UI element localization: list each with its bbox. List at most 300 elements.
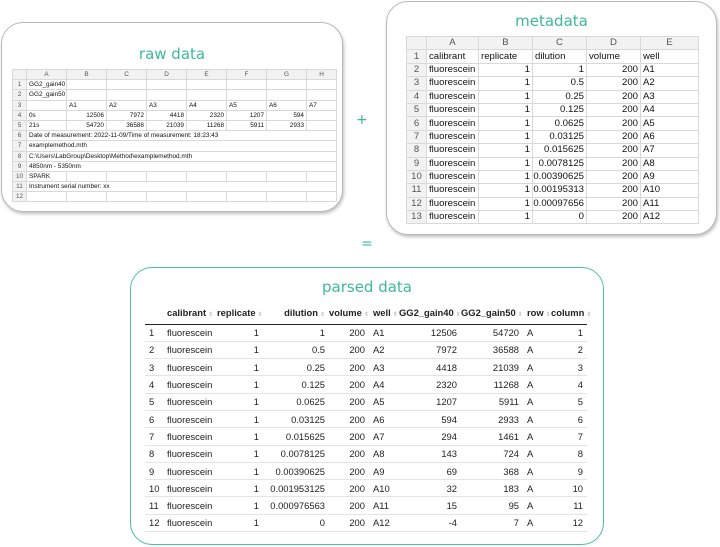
metadata-row-number: 1 <box>407 50 427 63</box>
sort-icon[interactable]: ⇕ <box>208 312 214 319</box>
metadata-cell: volume <box>587 50 641 63</box>
parsed-cell: fluorescein <box>163 462 217 479</box>
raw-cell: A2 <box>107 100 147 110</box>
raw-col-header: C <box>107 70 147 80</box>
parsed-cell: 0.03125 <box>263 410 329 427</box>
raw-cell: 2933 <box>267 120 307 130</box>
parsed-cell: 0.0078125 <box>263 445 329 462</box>
parsed-column-header[interactable] <box>163 302 217 324</box>
parsed-cell: 1 <box>217 462 263 479</box>
raw-row-number: 4 <box>13 110 27 120</box>
parsed-cell: 0.25 <box>263 359 329 376</box>
raw-cell: 12506 <box>67 110 107 120</box>
raw-cell <box>187 192 227 202</box>
metadata-col-header <box>407 37 427 50</box>
parsed-cell: A1 <box>369 324 399 341</box>
parsed-cell: 54720 <box>461 324 523 341</box>
raw-data-panel <box>1 22 343 212</box>
parsed-column-label: GG2_gain40 <box>399 307 454 319</box>
parsed-cell: A2 <box>369 341 399 358</box>
raw-cell: 4850nm - 5350nm <box>27 161 337 171</box>
parsed-cell: 200 <box>329 428 369 445</box>
metadata-row-number: 6 <box>407 117 427 130</box>
raw-cell: 0s <box>27 110 67 120</box>
metadata-cell: 200 <box>587 130 641 143</box>
parsed-cell: A <box>523 359 551 376</box>
parsed-column-label: GG2_gain50 <box>461 307 516 319</box>
metadata-sheet-row <box>407 130 699 143</box>
metadata-row-number: 4 <box>407 90 427 103</box>
parsed-cell: A7 <box>369 428 399 445</box>
metadata-sheet-row <box>407 63 699 76</box>
parsed-cell: 5911 <box>461 393 523 410</box>
raw-cell <box>187 171 227 181</box>
raw-cell <box>307 192 337 202</box>
metadata-cell: A6 <box>641 130 699 143</box>
parsed-cell: fluorescein <box>163 393 217 410</box>
raw-cell: SPARK <box>27 171 67 181</box>
raw-cell <box>147 80 187 90</box>
parsed-cell: A <box>523 445 551 462</box>
raw-cell: 1207 <box>227 110 267 120</box>
parsed-cell: 0.5 <box>263 341 329 358</box>
parsed-cell: 3 <box>551 359 587 376</box>
raw-cell: A6 <box>267 100 307 110</box>
raw-col-header: B <box>67 70 107 80</box>
metadata-row-number: 7 <box>407 130 427 143</box>
raw-cell: 4418 <box>147 110 187 120</box>
parsed-column-header[interactable] <box>263 302 329 324</box>
metadata-cell: 0 <box>533 211 587 224</box>
parsed-column-header[interactable] <box>329 302 369 324</box>
parsed-data-table <box>145 302 592 532</box>
raw-cell <box>147 171 187 181</box>
parsed-cell: 1207 <box>399 393 461 410</box>
sort-icon[interactable]: ⇕ <box>257 312 263 319</box>
raw-row-number: 12 <box>13 192 27 202</box>
parsed-cell: fluorescein <box>163 359 217 376</box>
parsed-cell: -4 <box>399 514 461 531</box>
metadata-cell: 0.25 <box>533 90 587 103</box>
parsed-row-index: 3 <box>145 359 163 376</box>
metadata-cell: fluorescein <box>427 170 479 183</box>
metadata-cell: 200 <box>587 197 641 210</box>
parsed-column-label: dilution <box>284 307 318 319</box>
metadata-sheet-row <box>407 103 699 116</box>
parsed-cell: 200 <box>329 393 369 410</box>
metadata-cell: 0.0078125 <box>533 157 587 170</box>
metadata-cell: A3 <box>641 90 699 103</box>
metadata-cell: fluorescein <box>427 90 479 103</box>
plus-operator: + <box>356 112 368 128</box>
parsed-column-label: well <box>373 307 391 319</box>
raw-sheet-row <box>13 151 337 161</box>
parsed-cell: fluorescein <box>163 410 217 427</box>
sort-icon[interactable]: ⇕ <box>319 312 325 319</box>
metadata-header-row <box>407 37 699 50</box>
parsed-data-panel <box>130 267 604 545</box>
parsed-cell: fluorescein <box>163 428 217 445</box>
parsed-row-index: 1 <box>145 324 163 341</box>
metadata-cell: 1 <box>479 184 533 197</box>
parsed-cell: 724 <box>461 445 523 462</box>
raw-cell <box>107 80 147 90</box>
raw-cell <box>307 110 337 120</box>
raw-cell <box>267 90 307 100</box>
parsed-cell: A <box>523 341 551 358</box>
raw-row-number: 6 <box>13 131 27 141</box>
parsed-row-index: 9 <box>145 462 163 479</box>
metadata-cell: fluorescein <box>427 77 479 90</box>
metadata-row-number: 10 <box>407 170 427 183</box>
parsed-cell: A12 <box>369 514 399 531</box>
parsed-column-header[interactable] <box>399 302 461 324</box>
raw-cell <box>267 192 307 202</box>
raw-cell: 11268 <box>187 120 227 130</box>
raw-cell <box>107 90 147 100</box>
parsed-cell: 200 <box>329 410 369 427</box>
parsed-table-row <box>145 410 587 427</box>
parsed-cell: 1 <box>217 341 263 358</box>
parsed-cell: 11268 <box>461 376 523 393</box>
metadata-cell: A8 <box>641 157 699 170</box>
parsed-column-header[interactable] <box>217 302 263 324</box>
metadata-cell: 1 <box>479 144 533 157</box>
metadata-cell: 200 <box>587 157 641 170</box>
raw-cell <box>267 80 307 90</box>
parsed-cell: 143 <box>399 445 461 462</box>
parsed-cell: 0.00390625 <box>263 462 329 479</box>
metadata-cell: 200 <box>587 90 641 103</box>
raw-sheet-row <box>13 100 337 110</box>
parsed-column-header[interactable] <box>523 302 551 324</box>
raw-cell <box>67 192 107 202</box>
parsed-row-index: 7 <box>145 428 163 445</box>
metadata-cell: dilution <box>533 50 587 63</box>
metadata-cell: 0.5 <box>533 77 587 90</box>
raw-sheet-row <box>13 131 337 141</box>
raw-col-header: D <box>147 70 187 80</box>
raw-cell: A3 <box>147 100 187 110</box>
metadata-title: metadata <box>515 12 588 30</box>
raw-cell: 21s <box>27 120 67 130</box>
raw-col-header: E <box>187 70 227 80</box>
parsed-cell: 11 <box>551 497 587 514</box>
parsed-cell: 12 <box>551 514 587 531</box>
parsed-cell: 7 <box>551 428 587 445</box>
parsed-cell: 1 <box>217 359 263 376</box>
metadata-cell: fluorescein <box>427 197 479 210</box>
metadata-col-header: E <box>641 37 699 50</box>
sort-icon[interactable]: ⇕ <box>545 312 551 319</box>
parsed-cell: 200 <box>329 376 369 393</box>
raw-cell <box>267 171 307 181</box>
parsed-cell: A <box>523 324 551 341</box>
parsed-cell: 9 <box>551 462 587 479</box>
raw-row-number: 3 <box>13 100 27 110</box>
metadata-cell: A2 <box>641 77 699 90</box>
metadata-cell: fluorescein <box>427 157 479 170</box>
parsed-cell: 200 <box>329 497 369 514</box>
metadata-cell: A12 <box>641 211 699 224</box>
parsed-header-row <box>145 302 587 324</box>
parsed-cell: 2933 <box>461 410 523 427</box>
metadata-cell: A7 <box>641 144 699 157</box>
metadata-cell: 200 <box>587 170 641 183</box>
parsed-row-index: 2 <box>145 341 163 358</box>
parsed-column-header[interactable] <box>551 302 592 324</box>
metadata-cell: fluorescein <box>427 184 479 197</box>
parsed-table-row <box>145 514 587 531</box>
parsed-cell: A <box>523 428 551 445</box>
metadata-cell: 0.00195313 <box>533 184 587 197</box>
parsed-cell: 10 <box>551 480 587 497</box>
parsed-cell: 0.001953125 <box>263 480 329 497</box>
parsed-row-index: 4 <box>145 376 163 393</box>
parsed-cell: A10 <box>369 480 399 497</box>
parsed-column-header[interactable] <box>461 302 523 324</box>
parsed-table-row <box>145 497 587 514</box>
raw-cell <box>227 171 267 181</box>
raw-cell: 7972 <box>107 110 147 120</box>
metadata-cell: 1 <box>479 117 533 130</box>
raw-cell <box>227 192 267 202</box>
raw-row-number: 8 <box>13 151 27 161</box>
raw-sheet-row <box>13 192 337 202</box>
parsed-cell: A8 <box>369 445 399 462</box>
metadata-cell: calibrant <box>427 50 479 63</box>
raw-cell <box>187 90 227 100</box>
metadata-sheet-row <box>407 144 699 157</box>
parsed-cell: 2320 <box>399 376 461 393</box>
metadata-cell: 1 <box>479 103 533 116</box>
parsed-cell: A3 <box>369 359 399 376</box>
parsed-cell: 1 <box>217 393 263 410</box>
parsed-cell: A4 <box>369 376 399 393</box>
parsed-cell: 6 <box>551 410 587 427</box>
raw-cell: A4 <box>187 100 227 110</box>
raw-cell <box>147 90 187 100</box>
raw-row-number: 2 <box>13 90 27 100</box>
parsed-cell: 1 <box>217 514 263 531</box>
parsed-cell: fluorescein <box>163 324 217 341</box>
metadata-cell: 0.125 <box>533 103 587 116</box>
equals-operator: = <box>361 236 373 252</box>
raw-cell <box>227 90 267 100</box>
raw-col-header <box>13 70 27 80</box>
parsed-cell: 12506 <box>399 324 461 341</box>
parsed-cell: 7 <box>461 514 523 531</box>
metadata-cell: A5 <box>641 117 699 130</box>
parsed-column-label: replicate <box>217 307 256 319</box>
metadata-panel <box>386 1 717 235</box>
sort-icon[interactable]: ⇕ <box>586 312 592 319</box>
metadata-cell: 0.015625 <box>533 144 587 157</box>
raw-sheet-row <box>13 110 337 120</box>
parsed-cell: fluorescein <box>163 376 217 393</box>
raw-cell <box>27 100 67 110</box>
parsed-cell: 21039 <box>461 359 523 376</box>
parsed-cell: 4418 <box>399 359 461 376</box>
raw-cell <box>307 120 337 130</box>
raw-cell <box>307 90 337 100</box>
parsed-cell: 594 <box>399 410 461 427</box>
parsed-cell: fluorescein <box>163 480 217 497</box>
metadata-row-number: 9 <box>407 157 427 170</box>
raw-col-header: F <box>227 70 267 80</box>
parsed-cell: 368 <box>461 462 523 479</box>
parsed-row-index: 8 <box>145 445 163 462</box>
raw-cell <box>147 192 187 202</box>
raw-cell: GG2_gain40 <box>27 80 67 90</box>
metadata-cell: 1 <box>479 90 533 103</box>
metadata-sheet-row <box>407 184 699 197</box>
raw-cell: examplemethod.mth <box>27 141 337 151</box>
parsed-column-label: column <box>551 307 585 319</box>
raw-header-row <box>13 70 337 80</box>
metadata-sheet-row <box>407 77 699 90</box>
raw-col-header: G <box>267 70 307 80</box>
parsed-cell: 200 <box>329 324 369 341</box>
parsed-cell: 1 <box>217 480 263 497</box>
raw-cell: Instrument serial number: xx <box>27 182 337 192</box>
parsed-cell: 200 <box>329 514 369 531</box>
parsed-cell: 5 <box>551 393 587 410</box>
metadata-row-number: 8 <box>407 144 427 157</box>
metadata-cell: 0.03125 <box>533 130 587 143</box>
raw-sheet-row <box>13 80 337 90</box>
parsed-cell: 69 <box>399 462 461 479</box>
parsed-cell: 200 <box>329 341 369 358</box>
parsed-cell: 1 <box>217 410 263 427</box>
parsed-cell: 1461 <box>461 428 523 445</box>
metadata-cell: fluorescein <box>427 130 479 143</box>
raw-sheet-row <box>13 141 337 151</box>
metadata-col-header: C <box>533 37 587 50</box>
raw-sheet-row <box>13 182 337 192</box>
metadata-row-number: 3 <box>407 77 427 90</box>
parsed-cell: A <box>523 480 551 497</box>
parsed-table-row <box>145 480 587 497</box>
parsed-cell: 200 <box>329 359 369 376</box>
raw-cell <box>107 192 147 202</box>
parsed-cell: A <box>523 410 551 427</box>
raw-cell <box>67 80 107 90</box>
metadata-cell: 1 <box>479 63 533 76</box>
parsed-cell: fluorescein <box>163 341 217 358</box>
raw-cell: Date of measurement: 2022-11-09/Time of measurement: 18:23:43 <box>27 131 337 141</box>
metadata-sheet-row <box>407 50 699 63</box>
raw-cell: 594 <box>267 110 307 120</box>
metadata-cell: 1 <box>533 63 587 76</box>
metadata-cell: fluorescein <box>427 211 479 224</box>
metadata-sheet <box>406 36 699 224</box>
parsed-cell: 36588 <box>461 341 523 358</box>
parsed-cell: 0.015625 <box>263 428 329 445</box>
metadata-cell: 200 <box>587 117 641 130</box>
parsed-cell: 0.0625 <box>263 393 329 410</box>
parsed-table-row <box>145 376 587 393</box>
metadata-cell: A11 <box>641 197 699 210</box>
metadata-cell: replicate <box>479 50 533 63</box>
parsed-cell: 0.125 <box>263 376 329 393</box>
raw-cell: 5911 <box>227 120 267 130</box>
metadata-sheet-row <box>407 211 699 224</box>
parsed-cell: A <box>523 393 551 410</box>
metadata-cell: 200 <box>587 211 641 224</box>
metadata-cell: 1 <box>479 197 533 210</box>
raw-cell: A7 <box>307 100 337 110</box>
metadata-cell: 0.0625 <box>533 117 587 130</box>
raw-sheet-row <box>13 90 337 100</box>
raw-col-header: A <box>27 70 67 80</box>
raw-row-number: 10 <box>13 171 27 181</box>
sort-icon[interactable]: ⇕ <box>455 312 461 319</box>
raw-col-header: H <box>307 70 337 80</box>
parsed-cell: A <box>523 462 551 479</box>
parsed-cell: 1 <box>217 497 263 514</box>
sort-icon[interactable]: ⇕ <box>517 312 523 319</box>
parsed-table-row <box>145 428 587 445</box>
parsed-cell: 1 <box>217 445 263 462</box>
parsed-table-row <box>145 393 587 410</box>
raw-sheet-row <box>13 171 337 181</box>
metadata-col-header: A <box>427 37 479 50</box>
parsed-cell: 1 <box>217 428 263 445</box>
raw-cell <box>227 80 267 90</box>
parsed-column-label: row <box>527 307 544 319</box>
parsed-row-index: 12 <box>145 514 163 531</box>
parsed-cell: 294 <box>399 428 461 445</box>
metadata-cell: 200 <box>587 144 641 157</box>
metadata-cell: 1 <box>479 211 533 224</box>
parsed-cell: 95 <box>461 497 523 514</box>
parsed-cell: 183 <box>461 480 523 497</box>
parsed-cell: A <box>523 514 551 531</box>
raw-sheet-row <box>13 161 337 171</box>
parsed-table-row <box>145 462 587 479</box>
sort-icon[interactable]: ⇕ <box>363 312 369 319</box>
metadata-sheet-row <box>407 170 699 183</box>
parsed-cell: A6 <box>369 410 399 427</box>
parsed-cell: 1 <box>217 376 263 393</box>
raw-cell <box>307 80 337 90</box>
raw-cell <box>67 90 107 100</box>
raw-cell: 54720 <box>67 120 107 130</box>
parsed-cell: A5 <box>369 393 399 410</box>
metadata-cell: A1 <box>641 63 699 76</box>
metadata-sheet-row <box>407 90 699 103</box>
parsed-cell: 4 <box>551 376 587 393</box>
parsed-cell: 8 <box>551 445 587 462</box>
raw-row-number: 5 <box>13 120 27 130</box>
raw-cell <box>187 80 227 90</box>
sort-icon[interactable]: ⇕ <box>392 312 398 319</box>
metadata-cell: A10 <box>641 184 699 197</box>
raw-row-number: 7 <box>13 141 27 151</box>
raw-row-number: 11 <box>13 182 27 192</box>
parsed-column-header[interactable] <box>369 302 399 324</box>
parsed-column-label: volume <box>329 307 362 319</box>
raw-cell: A1 <box>67 100 107 110</box>
raw-data-title: raw data <box>138 45 206 63</box>
parsed-column-header[interactable] <box>145 302 163 324</box>
parsed-cell: 1 <box>217 324 263 341</box>
metadata-row-number: 2 <box>407 63 427 76</box>
raw-cell: 2320 <box>187 110 227 120</box>
raw-cell <box>107 171 147 181</box>
metadata-cell: 200 <box>587 63 641 76</box>
